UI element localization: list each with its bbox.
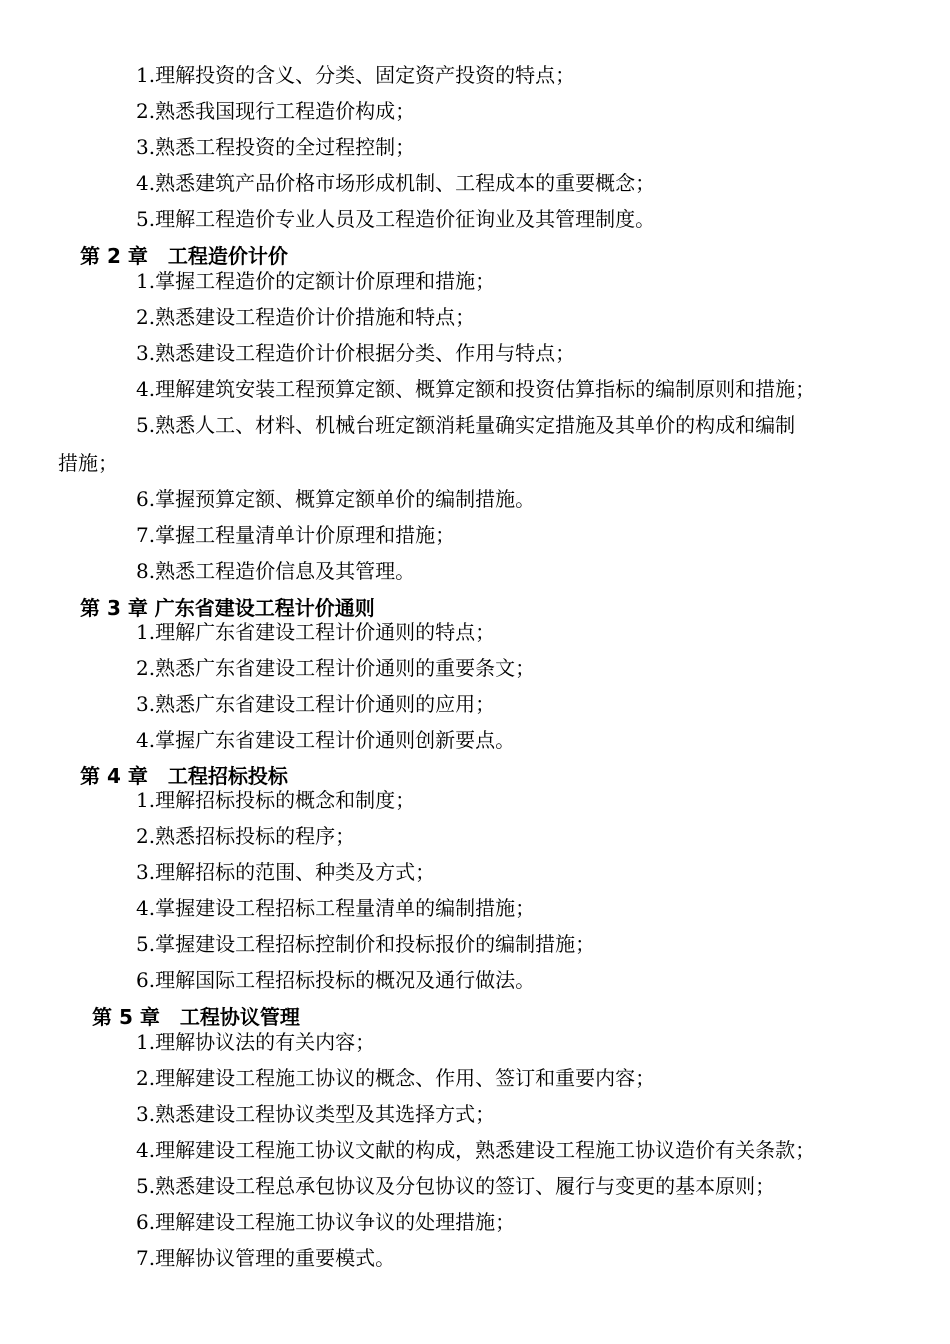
list-item: 2.熟悉招标投标的程序； [136, 824, 356, 848]
list-item: 4.理解建设工程施工协议文献的构成，熟悉建设工程施工协议造价有关条款； [136, 1138, 816, 1162]
list-item: 2.熟悉我国现行工程造价构成； [136, 99, 416, 123]
list-item: 4.掌握广东省建设工程计价通则创新要点。 [136, 728, 516, 752]
list-item: 4.理解建筑安装工程预算定额、概算定额和投资估算指标的编制原则和措施； [136, 377, 816, 401]
list-item: 1.理解广东省建设工程计价通则的特点； [136, 620, 496, 644]
list-item: 4.掌握建设工程招标工程量清单的编制措施； [136, 896, 536, 920]
list-item: 2.理解建设工程施工协议的概念、作用、签订和重要内容； [136, 1066, 656, 1090]
list-item: 3.熟悉建设工程协议类型及其选择方式； [136, 1102, 496, 1126]
chapter-heading: 第 4 章 工程招标投标 [80, 764, 288, 788]
list-item: 3.熟悉广东省建设工程计价通则的应用； [136, 692, 496, 716]
list-item: 5.熟悉建设工程总承包协议及分包协议的签订、履行与变更的基本原则； [136, 1174, 776, 1198]
list-item: 3.熟悉建设工程造价计价根据分类、作用与特点； [136, 341, 576, 365]
list-item: 6.理解国际工程招标投标的概况及通行做法。 [136, 968, 536, 992]
list-item: 1.掌握工程造价的定额计价原理和措施； [136, 269, 496, 293]
chapter-heading: 第 5 章 工程协议管理 [92, 1005, 300, 1029]
chapter-heading: 第 3 章 广东省建设工程计价通则 [80, 596, 375, 620]
list-item: 2.熟悉建设工程造价计价措施和特点； [136, 305, 476, 329]
list-item: 3.理解招标的范围、种类及方式； [136, 860, 436, 884]
list-item: 4.熟悉建筑产品价格市场形成机制、工程成本的重要概念； [136, 171, 656, 195]
list-item: 6.理解建设工程施工协议争议的处理措施； [136, 1210, 516, 1234]
list-item: 8.熟悉工程造价信息及其管理。 [136, 559, 416, 583]
list-item: 1.理解投资的含义、分类、固定资产投资的特点； [136, 63, 576, 87]
chapter-heading: 第 2 章 工程造价计价 [80, 244, 288, 268]
list-item: 7.掌握工程量清单计价原理和措施； [136, 523, 456, 547]
list-item: 2.熟悉广东省建设工程计价通则的重要条文； [136, 656, 536, 680]
list-item: 5.理解工程造价专业人员及工程造价征询业及其管理制度。 [136, 207, 656, 231]
list-item: 7.理解协议管理的重要模式。 [136, 1246, 396, 1270]
list-item: 6.掌握预算定额、概算定额单价的编制措施。 [136, 487, 536, 511]
list-item: 5.掌握建设工程招标控制价和投标报价的编制措施； [136, 932, 596, 956]
list-item: 1.理解招标投标的概念和制度； [136, 788, 416, 812]
list-item-continuation: 措施； [58, 451, 118, 475]
list-item: 5.熟悉人工、材料、机械台班定额消耗量确实定措施及其单价的构成和编制 [136, 413, 796, 437]
list-item: 3.熟悉工程投资的全过程控制； [136, 135, 416, 159]
list-item: 1.理解协议法的有关内容； [136, 1030, 376, 1054]
